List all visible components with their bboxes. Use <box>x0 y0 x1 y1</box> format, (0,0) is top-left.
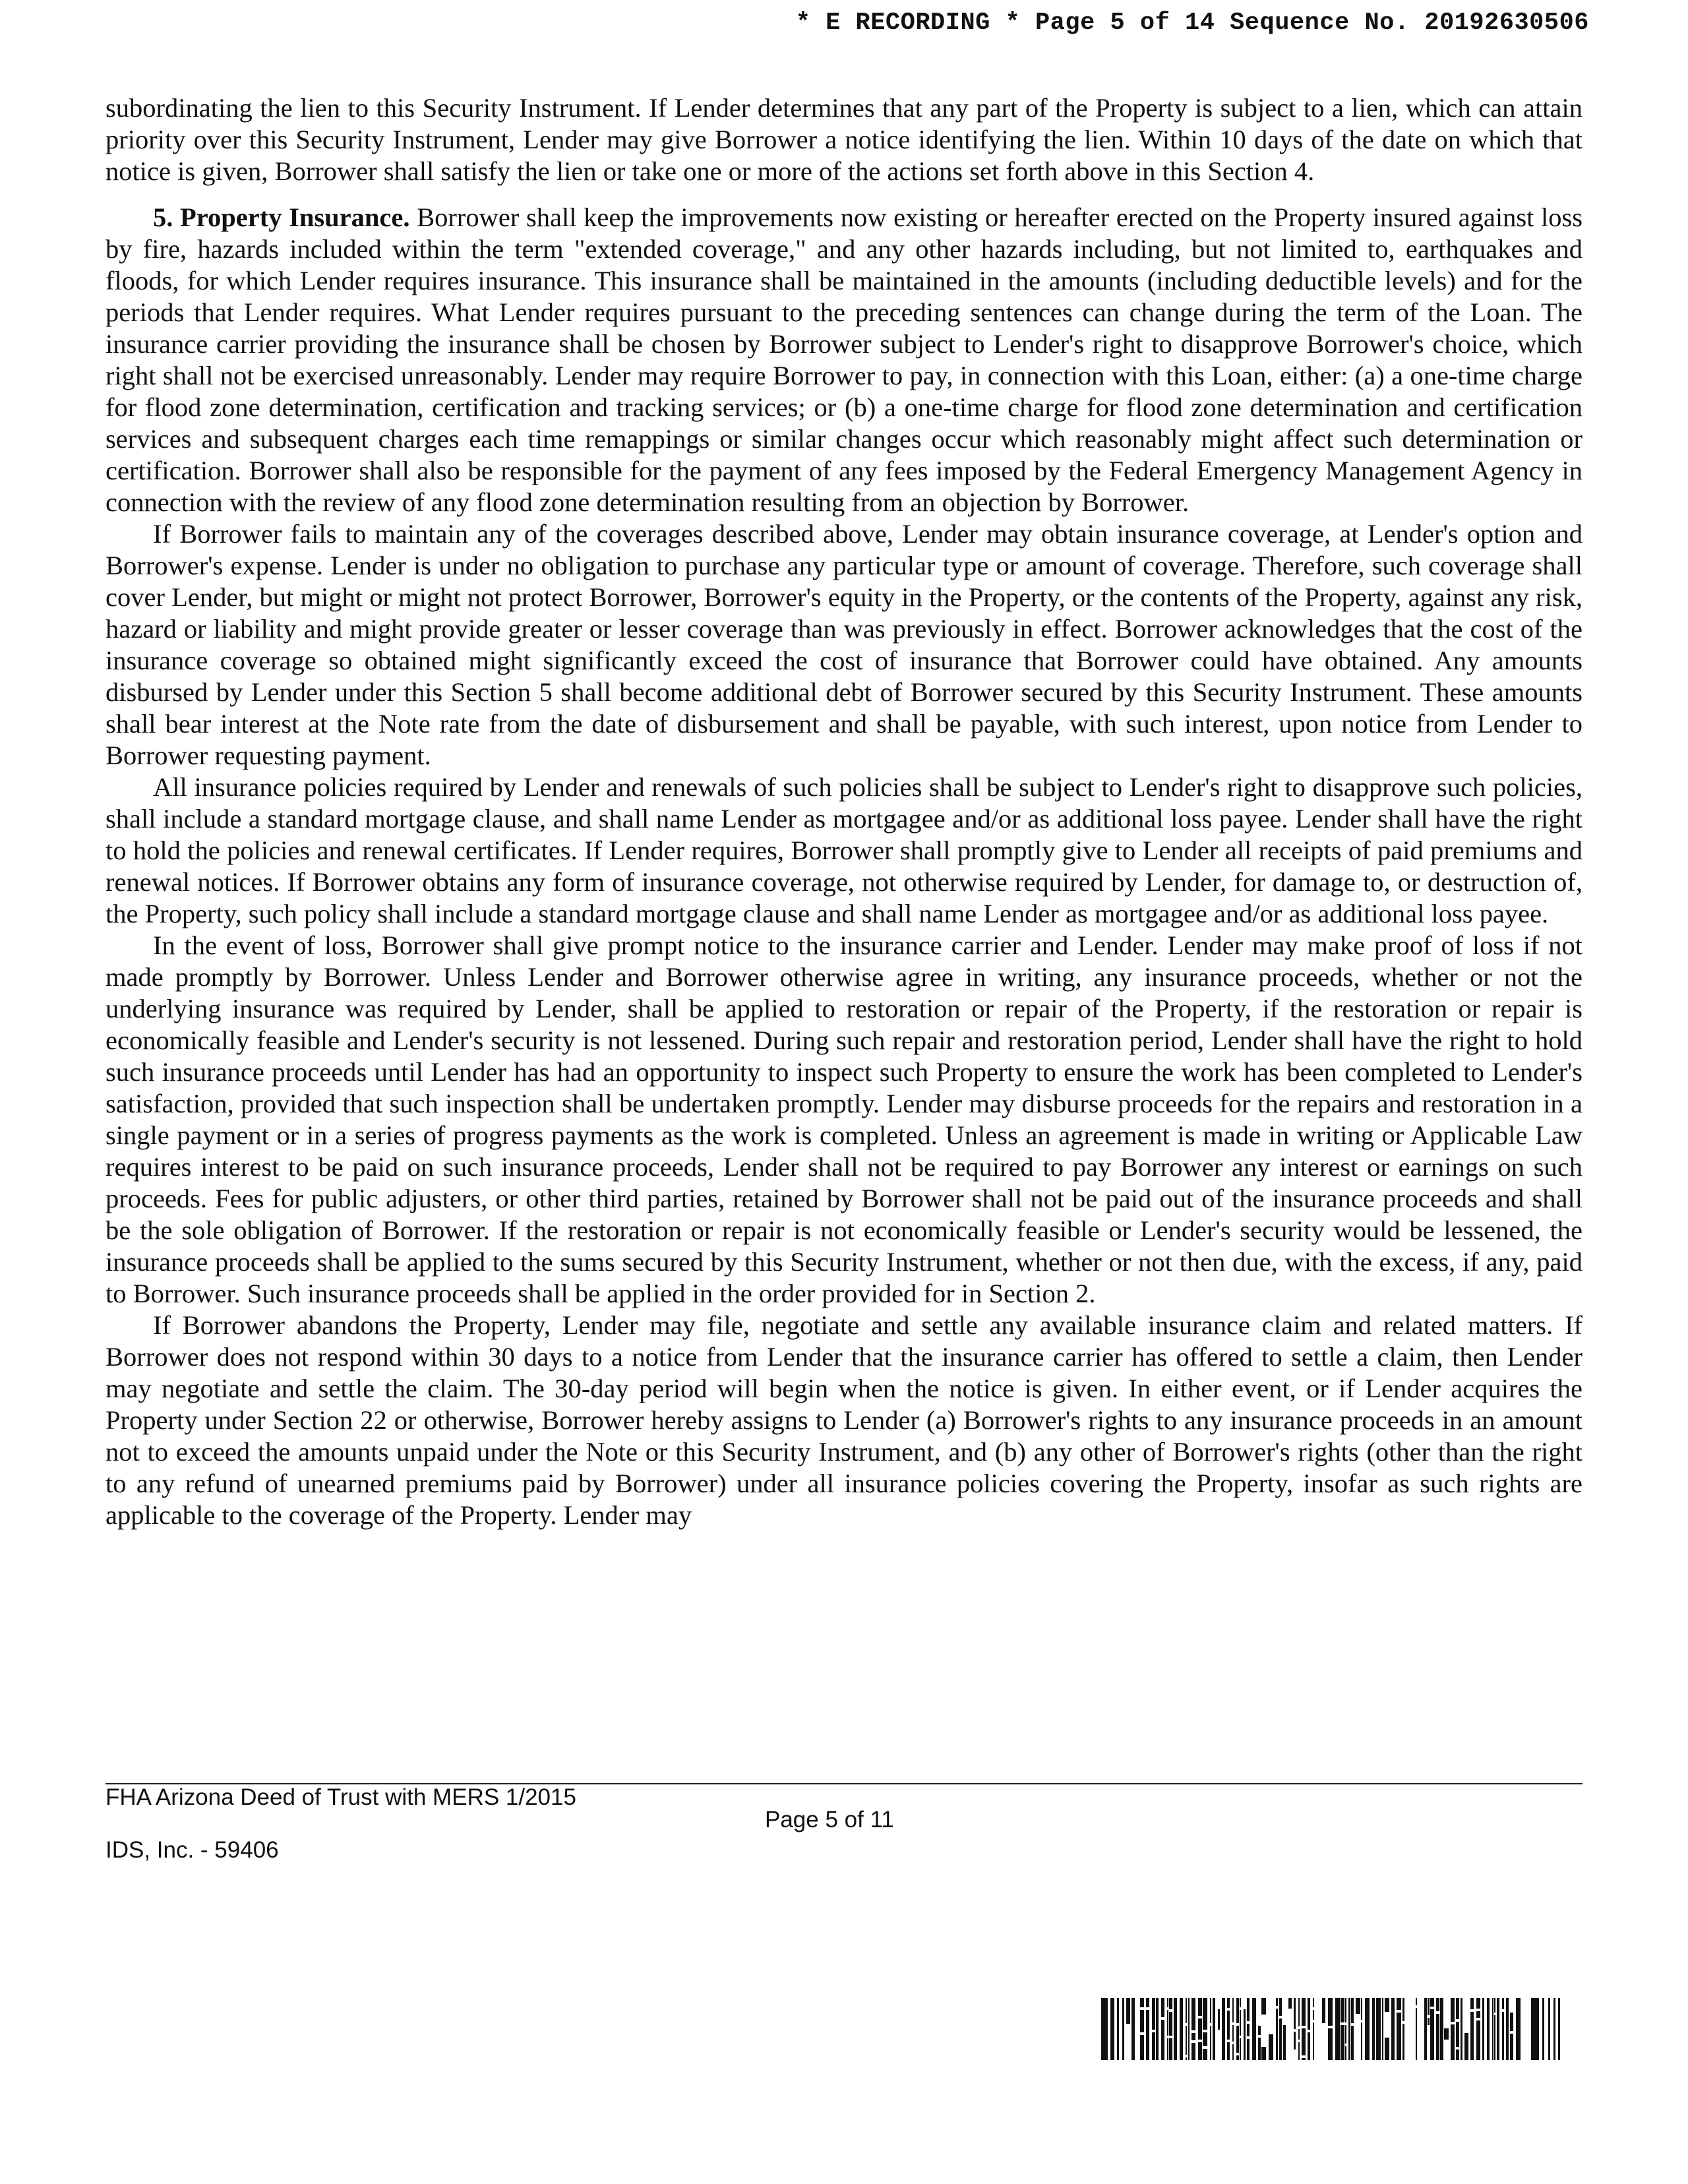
paragraph-section-4-continuation <box>106 92 1582 187</box>
footer-page-number: Page 5 of 11 <box>765 1807 894 1833</box>
paragraph-text: In the event of loss, Borrower shall give prompt notice to the insurance carrier and Lender. Lender may make proof of loss if not made promptly by Borrower. Unless Lender and Borrower otherwise agree in writing, any insurance proceeds, whether or not the underlying insurance was required by Lender, shall be applied to restoration or repair of the Property, if the restoration or repair is economically feasible and Lender's security is not lessened. During such repair and restoration period, Lender shall have the right to hold such insurance proceeds until Lender has had an opportunity to inspect such Property to ensure the work has been completed to Lender's satisfaction, provided that such inspection shall be undertaken promptly. Lender may disburse proceeds for the repairs and restoration in a single payment or in a series of progress payments as the work is completed. Unless an agreement is made in writing or Applicable Law requires interest to be paid on such insurance proceeds, Lender shall not be required to pay Borrower any interest or earnings on such proceeds. Fees for public adjusters, or other third parties, retained by Borrower shall not be paid out of the insurance proceeds and shall be the sole obligation of Borrower. If the restoration or repair is not economically feasible or Lender's security would be lessened, the insurance proceeds shall be applied to the sums secured by this Security Instrument, whether or not then due, with the excess, if any, paid to Borrower. Such insurance proceeds shall be applied in the order provided for in Section 2. <box>106 930 1582 1308</box>
paragraph-text: subordinating the lien to this Security Instrument. If Lender determines that any part of the Property is subject to a lien, which can attain priority over this Security Instrument, Lender may give Borrower a notice identifying the lien. Within 10 days of the date on which that notice is given, Borrower shall satisfy the lien or take one or more of the actions set forth above in this Section 4. <box>106 93 1582 186</box>
document-body <box>106 92 1582 1531</box>
paragraph-text: If Borrower abandons the Property, Lender may file, negotiate and settle any available insurance claim and related matters. If Borrower does not respond within 30 days to a notice from Lender that the insurance carrier has offered to settle a claim, then Lender may negotiate and settle the claim. The 30-day period will begin when the notice is given. In either event, or if Lender acquires the Property under Section 22 or otherwise, Borrower hereby assigns to Lender (a) Borrower's rights to any insurance proceeds in an amount not to exceed the amounts unpaid under the Note or this Security Instrument, and (b) any other of Borrower's rights (other than the right to any refund of unearned premiums paid by Borrower) under all insurance policies covering the Property, insofar as such rights are applicable to the coverage of the Property. Lender may <box>106 1310 1582 1530</box>
barcode-image <box>1101 1998 1576 2060</box>
footer-form-name: FHA Arizona Deed of Trust with MERS 1/2015 <box>106 1784 576 1810</box>
paragraph-text: All insurance policies required by Lender and renewals of such policies shall be subject to Lender's right to disapprove such policies, shall include a standard mortgage clause, and shall name Lender as mortgagee and/or as additional loss payee. Lender shall have the right to hold the policies and renewal certificates. If Lender requires, Borrower shall promptly give to Lender all receipts of paid premiums and renewal notices. If Borrower obtains any form of insurance coverage, not otherwise required by Lender, for damage to, or destruction of, the Property, such policy shall include a standard mortgage clause and shall name Lender as mortgagee and/or as additional loss payee. <box>106 772 1582 928</box>
paragraph-section-5-property-insurance <box>106 202 1582 518</box>
paragraph-event-of-loss <box>106 930 1582 1310</box>
paragraph-abandonment <box>106 1310 1582 1531</box>
paragraph-text: Borrower shall keep the improvements now existing or hereafter erected on the Property insured against loss by fire, hazards included within the term "extended coverage," and any other hazards including, but not limited to, earthquakes and floods, for which Lender requires insurance. This insurance shall be maintained in the amounts (including deductible levels) and for the periods that Lender requires. What Lender requires pursuant to the preceding sentences can change during the term of the Loan. The insurance carrier providing the insurance shall be chosen by Borrower subject to Lender's right to disapprove Borrower's choice, which right shall not be exercised unreasonably. Lender may require Borrower to pay, in connection with this Loan, either: (a) a one-time charge for flood zone determination, certification and tracking services; or (b) a one-time charge for flood zone determination and certification services and subsequent charges each time remappings or similar changes occur which reasonably might affect such determination or certification. Borrower shall also be responsible for the payment of any fees imposed by the Federal Emergency Management Agency in connection with the review of any flood zone determination resulting from an objection by Borrower. <box>106 202 1583 517</box>
section-heading-property-insurance: 5. Property Insurance. <box>153 202 410 232</box>
paragraph-coverage-failure <box>106 518 1582 772</box>
recording-header: * E RECORDING * Page 5 of 14 Sequence No. 20192630506 <box>795 9 1589 37</box>
footer-vendor: IDS, Inc. - 59406 <box>106 1837 279 1863</box>
paragraph-insurance-policies <box>106 772 1582 930</box>
paragraph-text: If Borrower fails to maintain any of the coverages described above, Lender may obtain insurance coverage, at Lender's option and Borrower's expense. Lender is under no obligation to purchase any particular type or amount of coverage. Therefore, such coverage shall cover Lender, but might or might not protect Borrower, Borrower's equity in the Property, or the contents of the Property, against any risk, hazard or liability and might provide greater or lesser coverage than was previously in effect. Borrower acknowledges that the cost of the insurance coverage so obtained might significantly exceed the cost of insurance that Borrower could have obtained. Any amounts disbursed by Lender under this Section 5 shall become additional debt of Borrower secured by this Security Instrument. These amounts shall bear interest at the Note rate from the date of disbursement and shall be payable, with such interest, upon notice from Lender to Borrower requesting payment. <box>106 519 1582 770</box>
